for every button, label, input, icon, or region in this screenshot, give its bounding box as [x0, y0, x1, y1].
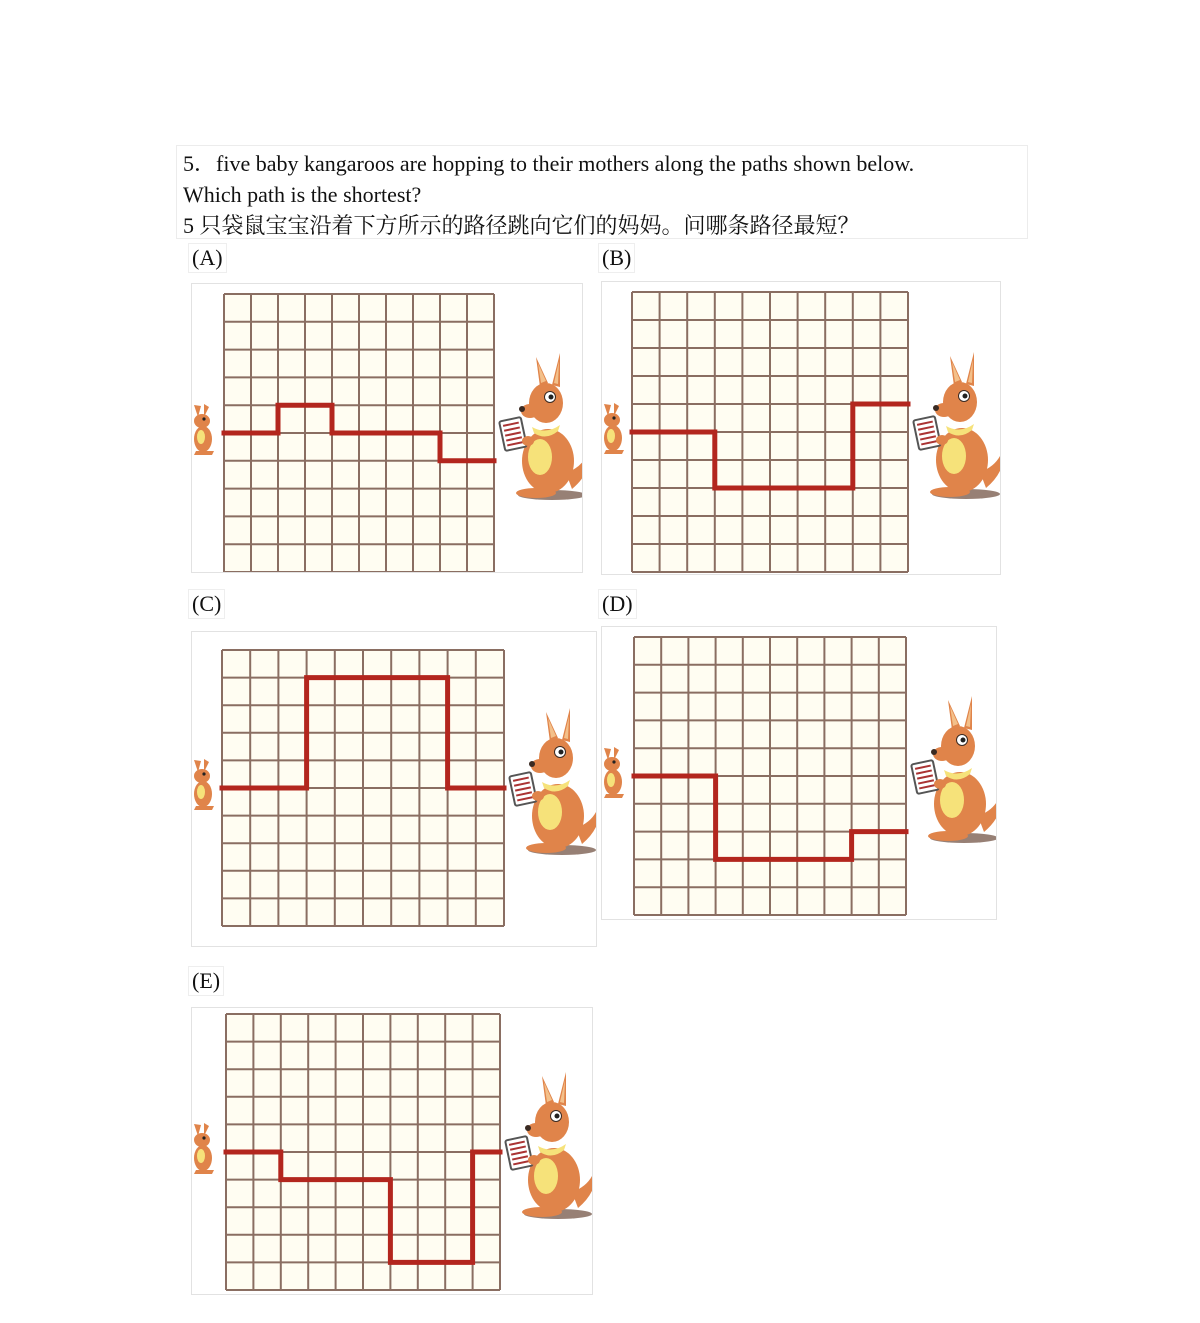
- option-b-figure: [601, 281, 1001, 575]
- option-a-figure: [191, 283, 583, 573]
- question-english-line1: [183, 148, 1021, 179]
- option-c-figure: [191, 631, 597, 947]
- option-d-figure: [601, 626, 997, 920]
- baby-kangaroo-icon: [194, 404, 214, 455]
- mother-kangaroo-icon: [913, 352, 1001, 499]
- mother-kangaroo-icon: [505, 1072, 593, 1219]
- baby-kangaroo-icon: [194, 1123, 214, 1174]
- option-c-label: (C): [188, 589, 225, 619]
- option-d-label: (D): [598, 589, 637, 619]
- question-english-line2: Which path is the shortest?: [183, 182, 422, 207]
- baby-kangaroo-icon: [604, 747, 624, 798]
- option-b-label: (B): [598, 243, 635, 273]
- mother-kangaroo-icon: [911, 696, 997, 843]
- question-english-text: five baby kangaroos are hopping to their mothers along the paths shown below.: [216, 151, 915, 176]
- baby-kangaroo-icon: [604, 403, 624, 454]
- question-chinese: 5 只袋鼠宝宝沿着下方所示的路径跳向它们的妈妈。问哪条路径最短？: [183, 213, 860, 238]
- question-number: 5．: [183, 151, 217, 176]
- option-e-label: (E): [188, 966, 224, 996]
- baby-kangaroo-icon: [194, 759, 214, 810]
- mother-kangaroo-icon: [509, 708, 597, 855]
- question-text: [176, 145, 1028, 239]
- option-e-figure: [191, 1007, 593, 1295]
- mother-kangaroo-icon: [499, 353, 583, 500]
- option-a-label: (A): [188, 243, 227, 273]
